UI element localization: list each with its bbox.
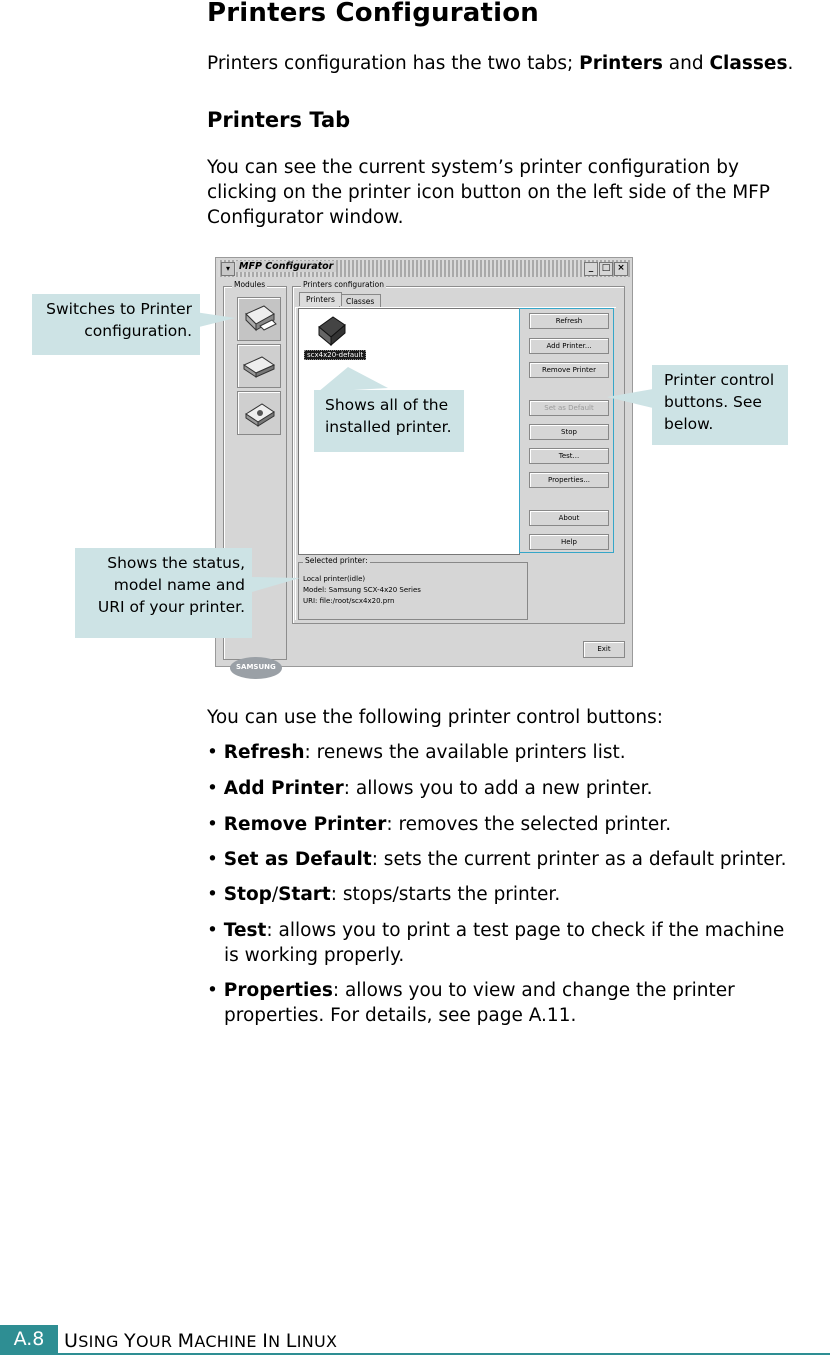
intro-period: . [787,53,794,74]
selected-model: Model: Samsung SCX-4x20 Series [303,586,421,594]
callout-line: below. [664,415,714,433]
callout-line: model name and [113,576,245,594]
section-line: Configurator window. [207,207,404,228]
samsung-logo-text: SAMSUNG [236,663,276,671]
bullet-remove-printer: • Remove Printer: removes the selected printer. [207,814,672,835]
section-title: Printers Tab [207,108,351,132]
pointer-shows-all [318,367,388,392]
bullet-desc: : allows you to view and change the printer [332,980,735,1001]
modules-label: Modules [234,280,266,289]
refresh-button[interactable]: Refresh [529,313,609,329]
window-menu-icon[interactable]: ▾ [221,262,235,276]
pointer-control [607,389,653,408]
bullet-test: • Test: allows you to print a test page to check if the machine is working properly. [207,920,785,966]
printers-config-label: Printers configuration [303,280,384,289]
page-title: Printers Configuration [207,0,539,28]
callout-switches [32,294,200,355]
minimize-icon[interactable]: _ [584,262,598,276]
bullet-stop-start: • Stop/Start: stops/starts the printer. [207,884,561,905]
footer-small: INUX [296,1332,338,1351]
bullet-desc: is working properly. [224,945,405,966]
printer-name-label[interactable]: scx4x20-default [304,350,366,360]
footer-small: OUR [135,1332,178,1351]
window-title: MFP Configurator [236,261,336,272]
bullet-desc: properties. For details, see page A.11. [224,1005,577,1026]
selected-printer-label: Selected printer: [305,556,368,565]
help-button[interactable]: Help [529,534,609,550]
intro-text: Printers configuration has the two tabs; [207,53,580,74]
running-footer [64,1330,337,1352]
pointer-status [252,577,300,592]
bullet-desc: : sets the current printer as a default printer. [371,849,787,870]
buttons-intro: You can use the following printer control buttons: [207,707,664,728]
bullet-term: Test [223,920,267,941]
page-number: A.8 [0,1325,58,1355]
bullet-term: Set as Default [223,849,372,870]
test-button[interactable]: Test... [529,448,609,464]
callout-line: Shows the status, [107,554,245,572]
bullet-term: Properties [223,980,333,1001]
intro-tab-classes: Classes [709,53,788,74]
bullet-term: Add Printer [223,778,344,799]
footer-cap: Y [124,1330,136,1352]
section-line: You can see the current system’s printer configuration by [207,157,739,178]
bullet-desc: : allows you to print a test page to check if the machine [266,920,785,941]
callout-line: URI of your printer. [97,598,245,616]
callout-control [652,365,788,445]
selected-uri: URI: file:/root/scx4x20.prn [303,597,395,605]
close-icon[interactable]: × [614,262,628,276]
remove-printer-button[interactable]: Remove Printer [529,362,609,378]
bullet-desc: : removes the selected printer. [386,814,672,835]
callout-line: Switches to Printer [46,300,192,318]
stop-button[interactable]: Stop [529,424,609,440]
intro-tab-printers: Printers [579,53,663,74]
callout-line: buttons. See [664,393,762,411]
bullet-desc: : stops/starts the printer. [330,884,561,905]
footer-cap: L [285,1330,297,1352]
bullet-term: Refresh [223,742,305,763]
intro-text-and: and [662,53,710,74]
pointer-switches [195,312,235,328]
callout-line: configuration. [84,322,192,340]
bullet-term: Remove Printer [223,814,387,835]
footer-small: ACHINE [194,1332,263,1351]
bullet-add-printer: • Add Printer: allows you to add a new printer. [207,778,653,799]
footer-cap: M [177,1330,195,1352]
bullet-desc: : allows you to add a new printer. [343,778,653,799]
selected-status: Local printer(idle) [303,575,366,583]
maximize-icon[interactable]: □ [599,262,613,276]
footer-small: SING [78,1332,125,1351]
bullet-desc: : renews the available printers list. [304,742,626,763]
tab-classes[interactable]: Classes [339,294,381,308]
callout-shows-all [314,390,464,452]
footer-cap: U [64,1330,79,1352]
bullet-set-default: • Set as Default: sets the current printer as a default printer. [207,849,787,870]
add-printer-button[interactable]: Add Printer... [529,338,609,354]
section-line: clicking on the printer icon button on the left side of the MFP [207,182,770,203]
footer-small: N [268,1332,286,1351]
bullet-refresh: • Refresh: renews the available printers list. [207,742,626,763]
about-button[interactable]: About [529,510,609,526]
bullet-properties: • Properties: allows you to view and change the printer properties. For details, see page A.11. [207,980,735,1026]
bullet-term: Stop [223,884,272,905]
bullet-sep: / [271,884,279,905]
callout-status [75,548,252,638]
properties-button[interactable]: Properties... [529,472,609,488]
exit-button[interactable]: Exit [583,641,625,658]
set-as-default-button[interactable]: Set as Default [529,400,609,416]
footer-cap: I [262,1330,269,1352]
callout-line: installed printer. [325,418,452,436]
tab-printers[interactable]: Printers [299,292,342,306]
callout-line: Shows all of the [325,396,449,414]
callout-line: Printer control [664,371,775,389]
bullet-term: Start [278,884,331,905]
